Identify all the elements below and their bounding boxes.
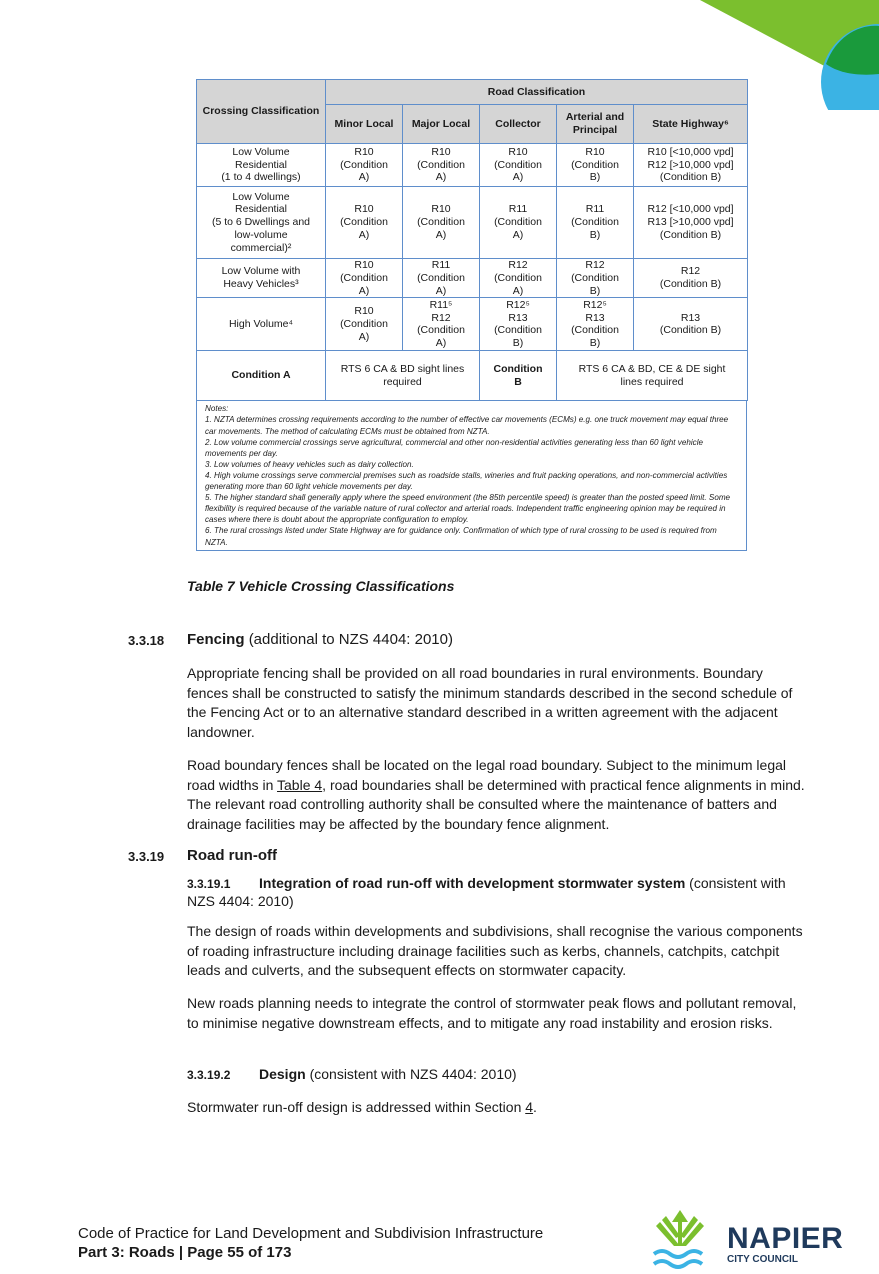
cell-line: R11: [585, 203, 605, 216]
table-row: [197, 144, 748, 187]
condition-b-label: [480, 351, 557, 401]
cell-line: A): [512, 228, 524, 241]
cell-line: Low Volume: [232, 145, 290, 158]
cell-line: Low Volume with: [221, 265, 301, 278]
cell-line: A): [435, 337, 447, 350]
cell-line: R10: [354, 305, 374, 318]
footer-page-number: Part 3: Roads | Page 55 of 173: [78, 1244, 292, 1261]
cell-line: R12: [680, 265, 701, 278]
cell-line: R13: [508, 311, 528, 324]
cell-line: (5 to 6 Dwellings and: [211, 216, 311, 229]
condition-a-text: [326, 351, 480, 401]
logo-waves-icon: [654, 1251, 702, 1267]
cell-line: B: [514, 375, 522, 388]
cell-line: R12 [<10,000 vpd]: [647, 203, 734, 216]
table-caption: Table 7 Vehicle Crossing Classifications: [187, 578, 455, 594]
cell-line: B): [589, 228, 601, 241]
table-body: [197, 144, 748, 351]
cell-line: R10: [354, 145, 374, 158]
subsection-qualifier: (consistent with NZS 4404: 2010): [309, 1066, 517, 1082]
cell-line: R11⁵: [429, 298, 453, 311]
paragraph: [187, 756, 807, 834]
table-cell: [326, 259, 403, 298]
para-text: Road boundary fences shall be located on the legal road boundary. Subject to the minimum legal road widths in: [187, 757, 787, 793]
cell-line: A): [435, 284, 447, 297]
cell-line: (Condition: [494, 324, 542, 337]
table-cell: [557, 259, 634, 298]
table-notes: [196, 401, 747, 550]
row-label: [197, 187, 326, 259]
cell-line: R12⁵: [506, 298, 530, 311]
subsection-number: 3.3.19.2: [187, 1068, 231, 1082]
cell-line: R12⁵: [583, 298, 607, 311]
cell-line: low-volume: [234, 228, 288, 241]
cell-line: R10: [431, 145, 451, 158]
para-text: Stormwater run-off design is addressed within Section: [187, 1099, 526, 1115]
note-line: 5. The higher standard shall generally apply where the speed environment (the 85th percentile speed) is greater than the posted speed limit. Some flexibility is required because of the variable nature of rural collector and arterial roads. Independent traffic engineering opinion may be required in cases where there is doubt about the appropriate configuration to employ.: [205, 493, 731, 525]
para-text: , road boundaries shall be determined with practical fence alignments in mind. The relevant road controlling authority shall be consulted where the maintenance of batters and drainage facilities may be affected by the boundary fence alignment.: [187, 776, 805, 832]
cell-line: (Condition B): [659, 171, 722, 184]
table-cell: [403, 144, 480, 187]
row-label: [197, 298, 326, 351]
cell-line: Residential: [235, 158, 287, 171]
section-number: 3.3.18: [128, 633, 165, 648]
header-crossing-classification: Crossing Classification: [197, 80, 326, 144]
cell-line: (Condition B): [659, 324, 722, 337]
cell-line: R10 [<10,000 vpd]: [647, 145, 734, 158]
cell-line: B): [589, 337, 601, 350]
cell-line: (Condition B): [659, 278, 722, 291]
cell-line: R11: [431, 259, 451, 271]
cell-line: A): [435, 228, 447, 241]
table-cell: [403, 259, 480, 298]
cell-line: commercial)²: [230, 241, 292, 254]
cell-line: B): [512, 337, 524, 350]
column-header: State Highway⁶: [634, 105, 748, 144]
cell-line: R10: [585, 145, 605, 158]
subsection-title: Design: [259, 1066, 306, 1082]
para-text: .: [533, 1099, 537, 1115]
cell-line: (Condition B): [659, 228, 722, 241]
section-title: [187, 847, 277, 864]
note-line: Notes:: [205, 404, 229, 414]
header-road-classification: Road Classification: [326, 80, 748, 105]
cell-line: (Condition: [571, 271, 619, 284]
table-cell: [557, 298, 634, 351]
cell-line: A): [512, 171, 524, 184]
column-header: Arterial and Principal: [557, 105, 634, 144]
cell-line: required: [383, 375, 422, 388]
note-line: 6. The rural crossings listed under State Highway are for guidance only. Confirmation of which type of rural crossing to be used is required from NZTA.: [205, 526, 717, 547]
cell-line: (Condition: [571, 158, 619, 171]
cell-line: A): [435, 171, 447, 184]
cell-line: A): [358, 284, 370, 297]
note-line: 3. Low volumes of heavy vehicles such as dairy collection.: [205, 459, 414, 469]
cell-line: R13: [585, 311, 605, 324]
subsection-number: 3.3.19.1: [187, 877, 231, 891]
note-line: 1. NZTA determines crossing requirements according to the number of effective car movements (ECMs) e.g. one truck movement may equal three car movements. The method of calculating ECMs must be obtained from NZTA.: [205, 415, 729, 436]
table-cell: [634, 259, 748, 298]
paragraph: New roads planning needs to integrate the control of stormwater peak flows and pollutant removal, to minimise negative downstream effects, and to mitigate any road instability and erosion risks.: [187, 995, 797, 1031]
table-cell: [634, 298, 748, 351]
logo-text: [727, 1224, 843, 1266]
cell-line: R10: [508, 145, 528, 158]
logo-plant-icon: [656, 1210, 704, 1246]
cell-line: R13 [>10,000 vpd]: [647, 216, 734, 229]
vehicle-crossing-table: [196, 79, 747, 551]
section-qualifier: (additional to NZS 4404: 2010): [248, 631, 453, 648]
subsection-qualifier: (consistent with NZS 4404: 2010): [187, 875, 786, 909]
cell-line: Low Volume: [232, 190, 290, 203]
section-title-text: Road run-off: [187, 847, 277, 864]
table-cell: [403, 187, 480, 259]
classification-table: [196, 79, 748, 401]
page-footer: [78, 1224, 543, 1262]
table-cell: [480, 144, 557, 187]
table-cell: [480, 187, 557, 259]
cell-line: R12: [585, 259, 605, 271]
cell-line: (Condition: [494, 271, 542, 284]
cell-line: Residential: [235, 203, 287, 216]
cell-line: (Condition: [494, 158, 542, 171]
table-cell: [326, 298, 403, 351]
column-header: Major Local: [403, 105, 480, 144]
cell-line: R10: [431, 203, 451, 216]
cell-line: (Condition: [494, 216, 542, 229]
paragraph: Appropriate fencing shall be provided on all road boundaries in rural environments. Boundary fences shall be constructed to satisfy the minimum standards described in the second schedule of the Fencing Act or to an alternative standard described in a written agreement with the adjacent landowner.: [187, 665, 793, 740]
cell-line: A): [358, 171, 370, 184]
table-cell: [634, 144, 748, 187]
paragraph: [187, 1098, 807, 1118]
table-cell: [557, 187, 634, 259]
subsection-heading: [187, 875, 807, 910]
cell-line: (Condition: [571, 216, 619, 229]
table-cell: [326, 144, 403, 187]
cell-line: (1 to 4 dwellings): [221, 171, 301, 184]
section-title: [187, 631, 453, 648]
logo-name: NAPIER: [727, 1222, 844, 1255]
table-cell: [480, 259, 557, 298]
table-cell: [403, 298, 480, 351]
table-cell: [326, 187, 403, 259]
section-title-text: Fencing: [187, 631, 245, 648]
cell-line: R10: [354, 259, 374, 271]
cell-line: (Condition: [340, 158, 388, 171]
dark-green-leaf: [826, 26, 879, 75]
cell-line: R11: [508, 203, 528, 216]
cell-line: Heavy Vehicles³: [223, 278, 299, 291]
column-header: Collector: [480, 105, 557, 144]
table-row: [197, 298, 748, 351]
table-row: [197, 187, 748, 259]
table-cell: [480, 298, 557, 351]
cell-line: (Condition: [417, 216, 465, 229]
logo-subtitle: CITY COUNCIL: [727, 1254, 798, 1265]
cell-line: A): [512, 284, 524, 297]
cell-line: RTS 6 CA & BD, CE & DE sight: [578, 363, 726, 376]
note-line: 2. Low volume commercial crossings serve agricultural, commercial and other non-residential activities generating less than 60 light vehicle movements per day.: [205, 437, 703, 458]
paragraph: The design of roads within developments and subdivisions, shall recognise the various components of roading infrastructure including drainage facilities such as kerbs, channels, catchpits, catchpit leads and culverts, and the subsequent effects on stormwater capacity.: [187, 923, 803, 978]
blue-circle: [821, 24, 879, 110]
cell-line: (Condition: [571, 324, 619, 337]
footer-document-title: Code of Practice for Land Development and Subdivision Infrastructure: [78, 1225, 544, 1242]
cell-line: A): [358, 228, 370, 241]
cell-line: R12: [508, 259, 528, 271]
cell-line: R10: [354, 203, 374, 216]
column-header: Minor Local: [326, 105, 403, 144]
cell-line: R13: [680, 311, 701, 324]
cell-line: A): [358, 330, 370, 343]
table-cell: [634, 187, 748, 259]
section-4-link[interactable]: 4: [525, 1099, 534, 1115]
cell-line: lines required: [620, 375, 684, 388]
cell-line: (Condition: [340, 216, 388, 229]
cell-line: RTS 6 CA & BD sight lines: [340, 363, 465, 376]
note-line: 4. High volume crossings serve commercial premises such as roadside stalls, wineries and fruit packing operations, and non-commercial activities generating more than 60 light vehicle movements per day.: [205, 470, 728, 492]
cell-line: B): [589, 171, 601, 184]
cell-line: R12 [>10,000 vpd]: [647, 158, 734, 171]
cell-line: Condition: [493, 363, 543, 376]
subsection-title: Integration of road run-off with development stormwater system: [259, 875, 686, 891]
section-number: 3.3.19: [128, 849, 165, 864]
cell-line: High Volume⁴: [228, 317, 294, 330]
cell-line: (Condition: [340, 317, 388, 330]
condition-b-text: [557, 351, 748, 401]
cell-line: (Condition: [417, 158, 465, 171]
table-row: [197, 259, 748, 298]
cell-line: R12: [431, 311, 451, 324]
row-label: [197, 259, 326, 298]
table-cell: [557, 144, 634, 187]
table-4-link[interactable]: Table 4: [277, 776, 323, 793]
cell-line: (Condition: [417, 271, 465, 284]
cell-line: (Condition: [417, 324, 465, 337]
condition-a-label: Condition A: [197, 351, 326, 401]
cell-line: B): [589, 284, 601, 297]
cell-line: (Condition: [340, 271, 388, 284]
subsection-heading: [187, 1066, 807, 1084]
row-label: [197, 144, 326, 187]
